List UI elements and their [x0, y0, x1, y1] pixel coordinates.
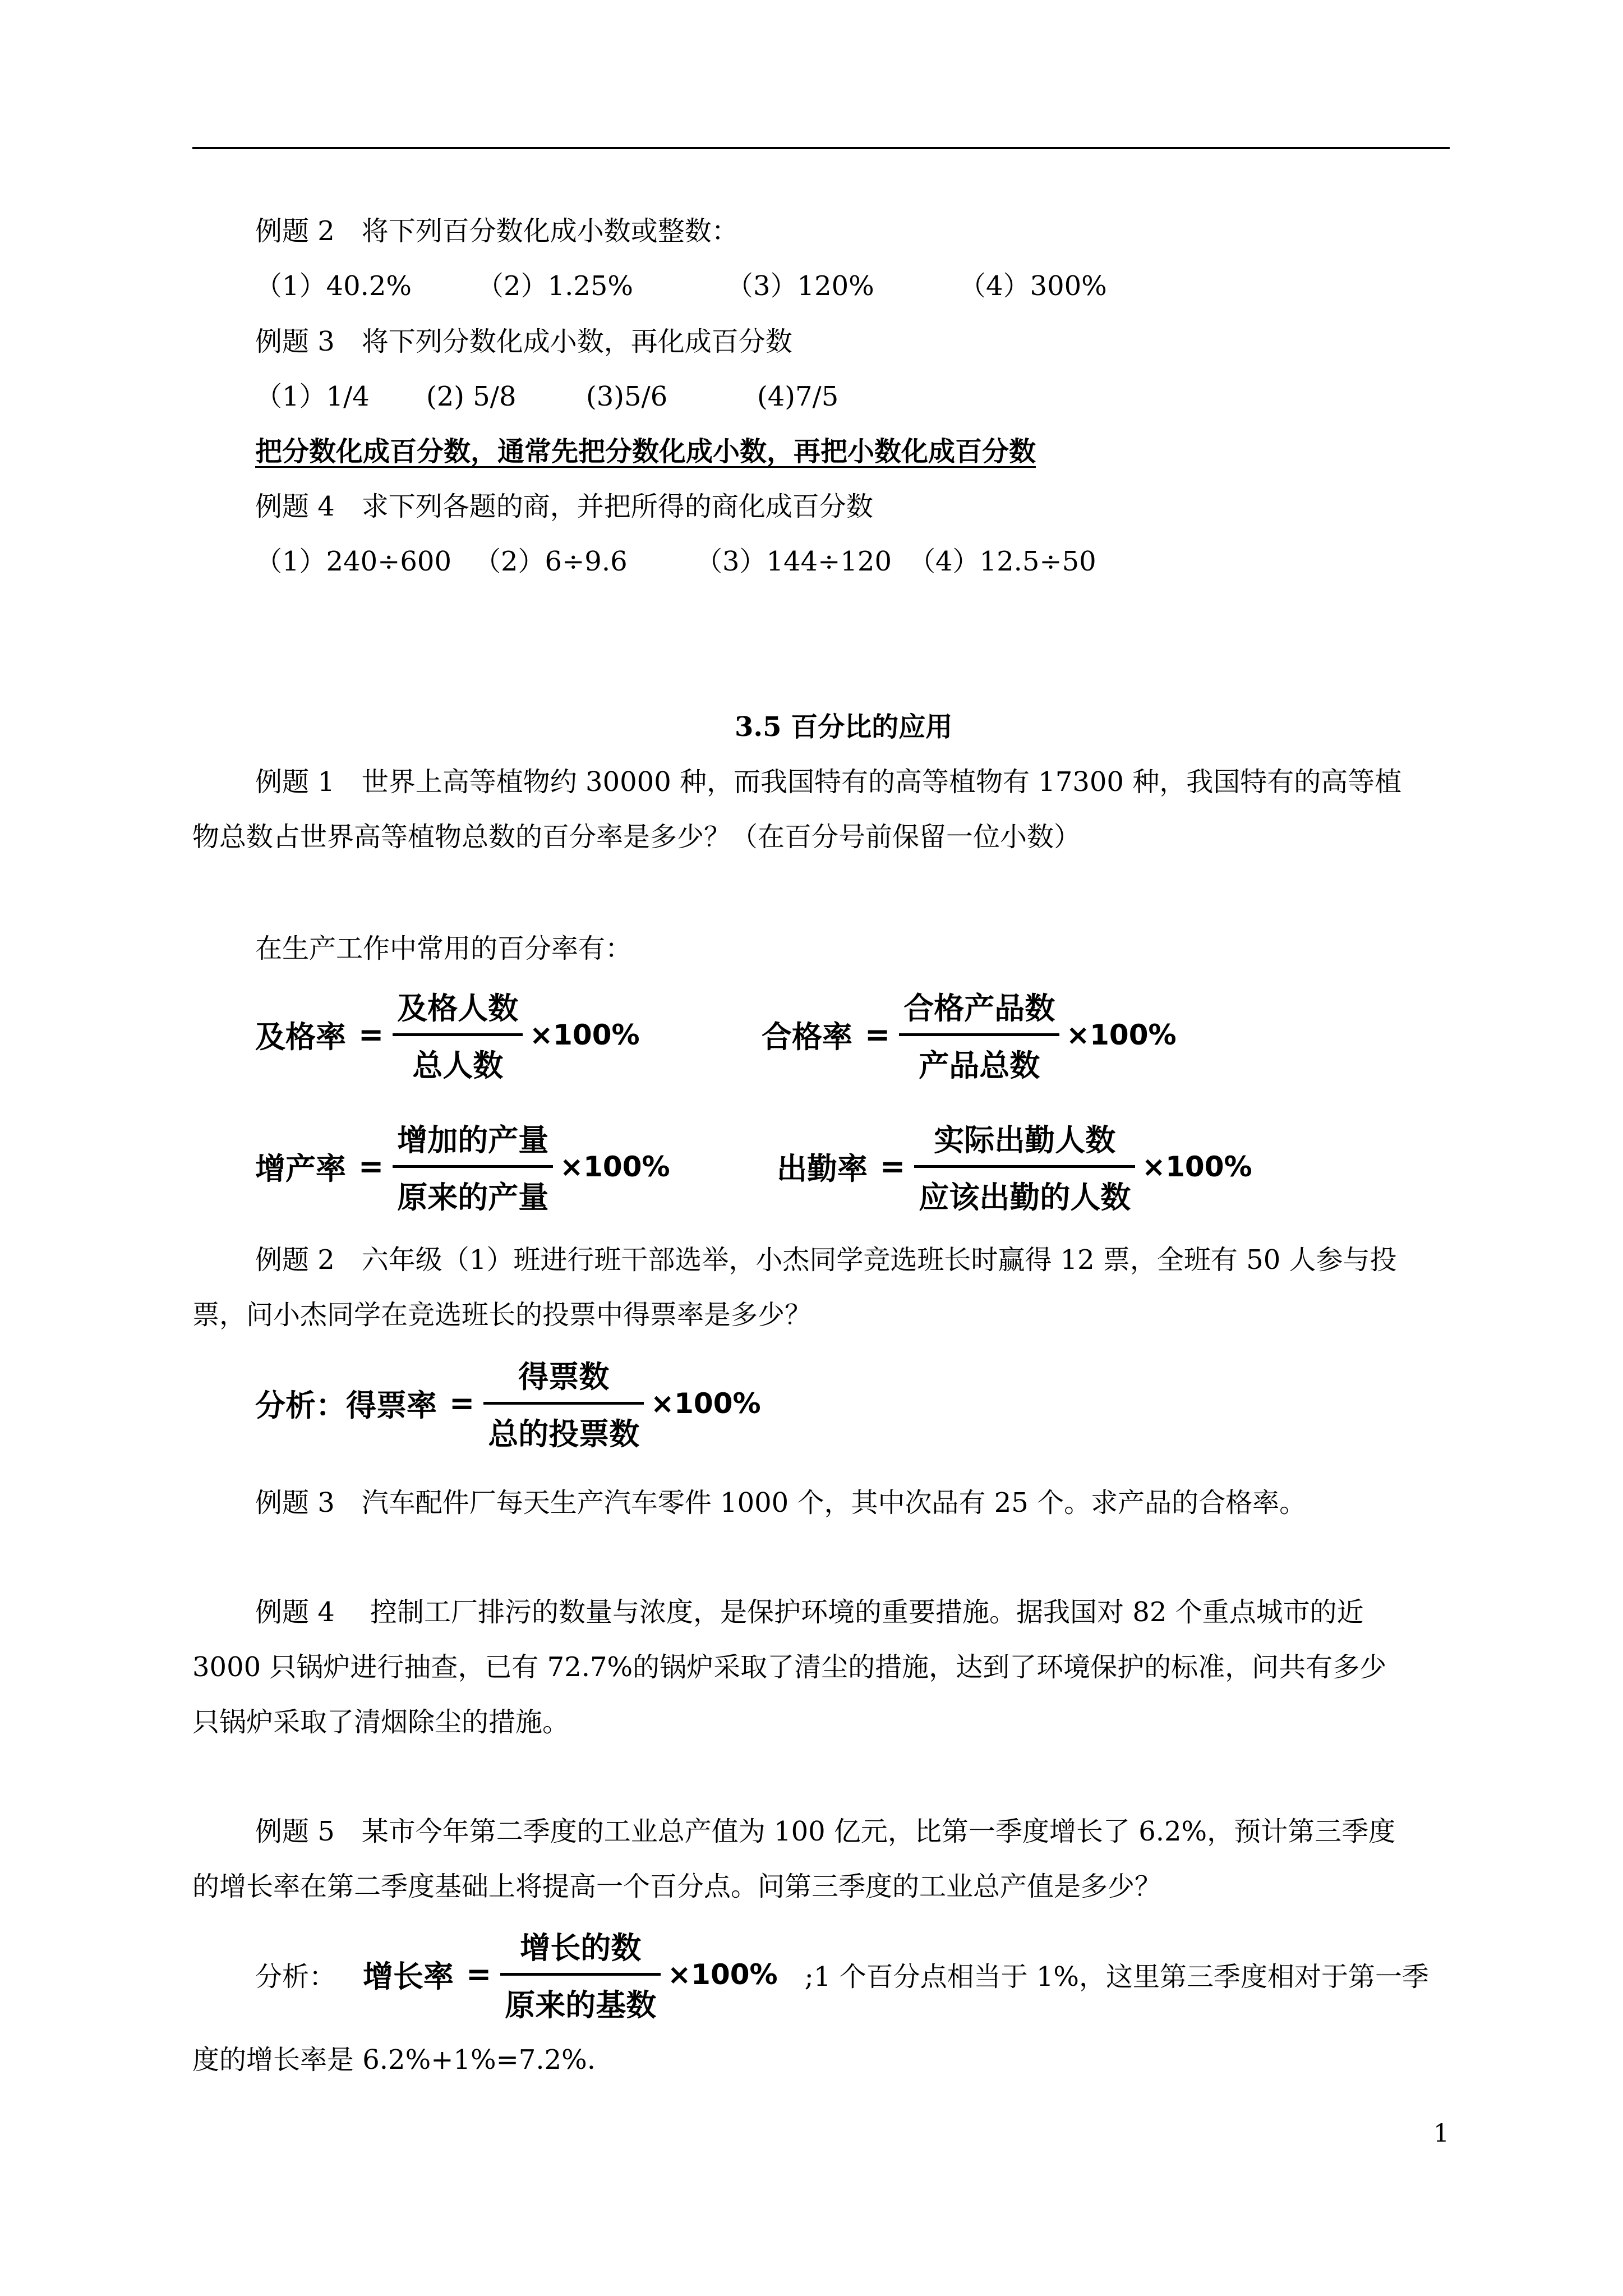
ex1-line1: 例题 1 世界上高等植物约 30000 种，而我国特有的高等植物有 17300 种，我国特有的高等植 — [255, 766, 1402, 798]
denominator: 总人数 — [412, 1048, 504, 1083]
ex1-line2: 物总数占世界高等植物总数的百分率是多少？（在百分号前保留一位小数） — [192, 821, 1081, 853]
fraction — [500, 1924, 661, 2024]
rule-text: 把分数化成百分数，通常先把分数化成小数，再把小数化成百分数 — [255, 436, 1036, 467]
formula-qualified-rate — [762, 984, 1177, 1085]
common-rates-intro: 在生产工作中常用的百分率有： — [255, 933, 633, 964]
numerator: 增长的数 — [520, 1930, 642, 1966]
ex5-line1: 例题 5 某市今年第二季度的工业总产值为 100 亿元，比第一季度增长了 6.2%，预计第三季度 — [255, 1816, 1396, 1847]
formula-name: 增产率 — [255, 1151, 346, 1186]
ex5-line3: 度的增长率是 6.2%+1%=7.2%. — [192, 2044, 596, 2076]
formula-pass-rate — [255, 984, 640, 1085]
equals-sign: = — [466, 1957, 492, 1992]
section-title: 3.5 百分比的应用 — [735, 711, 953, 743]
numerator: 合格产品数 — [903, 991, 1055, 1026]
analysis-prefix: 分析： — [255, 1961, 336, 1993]
ex3-item-3: (3)5/6 — [586, 381, 668, 412]
formula-attendance-rate — [777, 1116, 1252, 1217]
ex3-item-4: (4)7/5 — [757, 381, 839, 412]
ex2-item-3: （3）120% — [726, 270, 874, 302]
fraction — [393, 1116, 553, 1217]
ex2-item-2: （2）1.25% — [477, 270, 634, 302]
numerator: 实际出勤人数 — [934, 1122, 1116, 1158]
formula-name: 分析：得票率 — [255, 1388, 437, 1423]
fraction — [899, 984, 1059, 1085]
formula-name: 合格率 — [762, 1019, 852, 1055]
ex4-line3: 只锅炉采取了清烟除尘的措施。 — [192, 1706, 570, 1738]
multiplier: ×100% — [667, 1958, 778, 1991]
ex4-title: 例题 4 求下列各题的商，并把所得的商化成百分数 — [255, 491, 873, 522]
formula-name: 增长率 — [363, 1959, 454, 1994]
numerator: 及格人数 — [397, 991, 519, 1026]
formula-growth-rate — [255, 1116, 670, 1217]
ex4-line2: 3000 只锅炉进行抽查，已有 72.7%的锅炉采取了清尘的措施，达到了环境保护的标准，问共有多少 — [192, 1651, 1387, 1683]
fraction — [393, 984, 523, 1085]
numerator: 得票数 — [518, 1359, 610, 1395]
ex2-title: 例题 2 将下列百分数化成小数或整数： — [255, 215, 739, 247]
page-number: 1 — [1433, 2119, 1449, 2148]
multiplier: ×100% — [1066, 1018, 1177, 1051]
equals-sign: = — [358, 1149, 384, 1184]
formula-vote-rate — [255, 1353, 761, 1453]
ex3-item-1: （1）1/4 — [255, 381, 370, 412]
ex3-item-2: (2) 5/8 — [426, 381, 517, 412]
denominator: 原来的产量 — [397, 1180, 549, 1215]
ex3-line: 例题 3 汽车配件厂每天生产汽车零件 1000 个，其中次品有 25 个。求产品的合格率。 — [255, 1487, 1307, 1519]
ex2-item-4: （4）300% — [959, 270, 1107, 302]
ex2-item-1: （1）40.2% — [255, 270, 412, 302]
denominator: 应该出勤的人数 — [919, 1180, 1131, 1215]
ex2-line2: 票，问小杰同学在竞选班长的投票中得票率是多少？ — [192, 1299, 812, 1331]
ex3-title: 例题 3 将下列分数化成小数，再化成百分数 — [255, 326, 792, 357]
formula-name: 出勤率 — [777, 1151, 868, 1186]
denominator: 原来的基数 — [505, 1987, 657, 2023]
equals-sign: = — [880, 1149, 906, 1184]
fraction — [483, 1353, 644, 1453]
multiplier: ×100% — [529, 1018, 640, 1051]
fraction — [914, 1116, 1135, 1217]
equals-sign: = — [449, 1386, 475, 1421]
ex2-line1: 例题 2 六年级（1）班进行班干部选举，小杰同学竞选班长时赢得 12 票，全班有 50 人参与投 — [255, 1244, 1397, 1276]
ex4-item-3: （3）144÷120 — [695, 546, 892, 577]
multiplier: ×100% — [651, 1387, 761, 1420]
equals-sign: = — [358, 1017, 384, 1052]
equals-sign: = — [865, 1017, 891, 1052]
ex5-line2: 的增长率在第二季度基础上将提高一个百分点。问第三季度的工业总产值是多少？ — [192, 1871, 1162, 1902]
header-rule — [192, 147, 1450, 149]
analysis-suffix: ;1 个百分点相当于 1%，这里第三季度相对于第一季 — [804, 1961, 1430, 1993]
ex4-item-1: （1）240÷600 — [255, 546, 451, 577]
formula-name: 及格率 — [255, 1019, 346, 1055]
numerator: 增加的产量 — [397, 1122, 549, 1158]
multiplier: ×100% — [560, 1150, 670, 1183]
denominator: 产品总数 — [919, 1048, 1040, 1083]
ex4-item-2: （2）6÷9.6 — [474, 546, 628, 577]
ex4-item-4: （4）12.5÷50 — [909, 546, 1096, 577]
denominator: 总的投票数 — [488, 1416, 640, 1452]
formula-growth-analysis — [255, 1924, 1429, 2024]
ex4-line1: 例题 4 控制工厂排污的数量与浓度，是保护环境的重要措施。据我国对 82 个重点城市的近 — [255, 1596, 1364, 1628]
multiplier: ×100% — [1142, 1150, 1252, 1183]
